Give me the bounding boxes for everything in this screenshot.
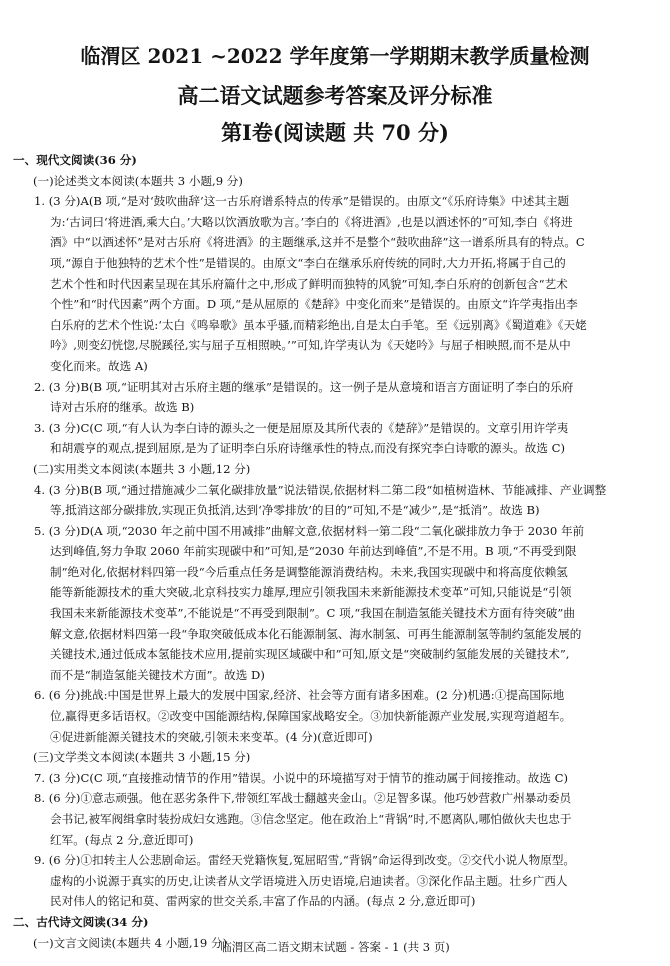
question-answer-line: 6. (6 分)挑战:中国是世界上最大的发展中国家,经济、社会等方面有诸多困难。(2 分)机遇:①提高国际地 [34, 688, 565, 703]
continuation-line: 项,“源自于他独特的艺术个性”是错误的。由原文“李白在继承乐府传统的同时,大力开拓,将属于自己的 [50, 255, 566, 270]
section-title: 第Ⅰ卷(阅读题 共 70 分) [221, 120, 449, 145]
continuation-line: 民对伟人的铭记和莫、雷两家的世交关系,丰富了作品的内涵。(每点 2 分,意近即可) [50, 894, 476, 909]
subsection-heading: (一)论述类文本阅读(本题共 3 小题,9 分) [33, 173, 243, 188]
answer-body [13, 150, 661, 953]
section-heading: 一、现代文阅读(36 分) [13, 153, 137, 167]
continuation-line: ④促进新能源关键技术的突破,引领未来变革。(4 分)(意近即可) [50, 729, 373, 744]
question-answer-line: 5. (3 分)D(A 项,“2030 年之前中国不用减排”曲解文意,依据材料一第二段“二氧化碳排放力争于 2030 年前 [34, 523, 585, 538]
continuation-line: 制”绝对化,依据材料四第一段“今后重点任务是调整能源消费结构。未来,我国实现碳中和将高度依赖氢 [50, 564, 568, 579]
continuation-line: 艺术个性和时代因素呈现在其乐府篇什之中,形成了鲜明而独特的风貌”可知,李白乐府的创新包含“艺术 [50, 276, 568, 291]
subsection-heading: (一)文言文阅读(本题共 4 小题,19 分) [33, 935, 228, 950]
question-answer-line: 7. (3 分)C(C 项,“直接推动情节的作用”错误。小说中的环境描写对于情节的推动属于间接推动。故选 C) [34, 770, 568, 785]
question-answer-line: 8. (6 分)①意志顽强。他在恶劣条件下,带领红军战士翻越夹金山。②足智多谋。他巧妙营救广州暴动委员 [34, 791, 572, 806]
continuation-line: 酒》中“以酒述怀”是对古乐府《将进酒》的主题继承,这并不是整个“鼓吹曲辞”这一谱系所具有的特点。C [50, 235, 585, 250]
continuation-line: 吟》,则变幻恍惚,尽脱蹊径,实与屈子互相照映。’”可知,许学夷认为《天姥吟》与屈子相映照,而不是从中 [50, 338, 571, 353]
continuation-line: 白乐府的艺术个性说:‘太白《鸣皋歌》虽本乎骚,而精彩绝出,自是太白手笔。至《远别离》《蜀道难》《天姥 [50, 317, 587, 332]
subsection-heading: (二)实用类文本阅读(本题共 3 小题,12 分) [33, 461, 251, 476]
exam-title: 临渭区 2021 ~2022 学年度第一学期期末教学质量检测 [80, 44, 590, 68]
continuation-line: 等,抵消这部分碳排放,实现正负抵消,达到‘净零排放’的目的”可知,不是“减少”,是“抵消”。故选 B) [50, 503, 540, 518]
continuation-line: 我国未来新能源技术变革”,不能说是“不再受到限制”。C 项,“我国在制造氢能关键技术方面有待突破”曲 [50, 606, 575, 621]
continuation-line: 位,赢得更多话语权。②改变中国能源结构,保障国家战略安全。③加快新能源产业发展,实现弯道超车。 [50, 709, 572, 724]
continuation-line: 变化而来。故选 A) [50, 358, 148, 373]
subsection-heading: (三)文学类文本阅读(本题共 3 小题,15 分) [33, 750, 251, 765]
page-footer: 临渭区高二语文期末试题 - 答案 - 1 (共 3 页) [220, 940, 450, 954]
continuation-line: 红军。(每点 2 分,意近即可) [50, 832, 194, 847]
section-heading: 二、古代诗文阅读(34 分) [13, 914, 149, 929]
question-answer-line: 3. (3 分)C(C 项,“有人认为李白诗的源头之一便是屈原及其所代表的《楚辞》”是错误的。文章引用许学夷 [34, 420, 569, 435]
continuation-line: 诗对古乐府的继承。故选 B) [50, 400, 195, 415]
continuation-line: 个性”和“时代因素”两个方面。D 项,“是从屈原的《楚辞》中变化而来”是错误的。由原文“许学夷指出李 [50, 297, 578, 312]
question-answer-line: 9. (6 分)①扣转主人公悲剧命运。雷经天党籍恢复,冤屈昭雪,“背锅”命运得到改变。②交代小说人物原型。 [34, 853, 576, 868]
question-answer-line: 4. (3 分)B(B 项,“通过措施减少二氧化碳排放量”说法错误,依据材料二第二段“如植树造林、节能减排、产业调整 [34, 482, 607, 497]
document-title: 高二语文试题参考答案及评分标准 [177, 83, 493, 108]
continuation-line: 解文意,依据材料四第一段“争取突破低成本化石能源制氢、海水制氢、可再生能源制氢等制约氢能发展的 [50, 626, 582, 641]
continuation-line: 而不是“制造氢能关键技术方面”。故选 D) [50, 667, 265, 682]
continuation-line: 为:‘古词曰‘将进酒,乘大白。’大略以饮酒放歌为言。’李白的《将进酒》,也是以酒述怀的”可知,李白《将进 [50, 214, 573, 229]
continuation-line: 会书记,被军阀缉拿时装扮成妇女逃跑。③信念坚定。他在政治上“背锅”时,不愿离队,哪怕做伙夫也忠于 [50, 812, 572, 826]
continuation-line: 达到峰值,努力争取 2060 年前实现碳中和”可知,是“2030 年前达到峰值”,不是不用。B 项,“不再受到限 [50, 544, 577, 559]
continuation-line: 能等新能源技术的重大突破,北京科技实力雄厚,理应引领我国未来新能源技术变革”可知,只能说是“引领 [50, 585, 572, 600]
continuation-line: 关键技术,通过低成本氢能技术应用,提前实现区域碳中和”可知,原文是“突破制约氢能发展的关键技术”, [50, 647, 570, 662]
question-answer-line: 1. (3 分)A(B 项,“是对‘鼓吹曲辞’这一古乐府谱系特点的传承”是错误的。由原文“《乐府诗集》中述其主题 [34, 194, 570, 209]
question-answer-line: 2. (3 分)B(B 项,“证明其对古乐府主题的继承”是错误的。这一例子是从意境和语言方面证明了李白的乐府 [34, 379, 574, 394]
continuation-line: 和胡震亨的观点,提到屈原,是为了证明李白乐府诗继承性的特点,而没有探究李白诗歌的源头。故选 C) [50, 441, 566, 456]
continuation-line: 虚构的小说源于真实的历史,让读者从文学语境进入历史语境,启迪读者。③深化作品主题。壮乡广西人 [50, 873, 568, 888]
